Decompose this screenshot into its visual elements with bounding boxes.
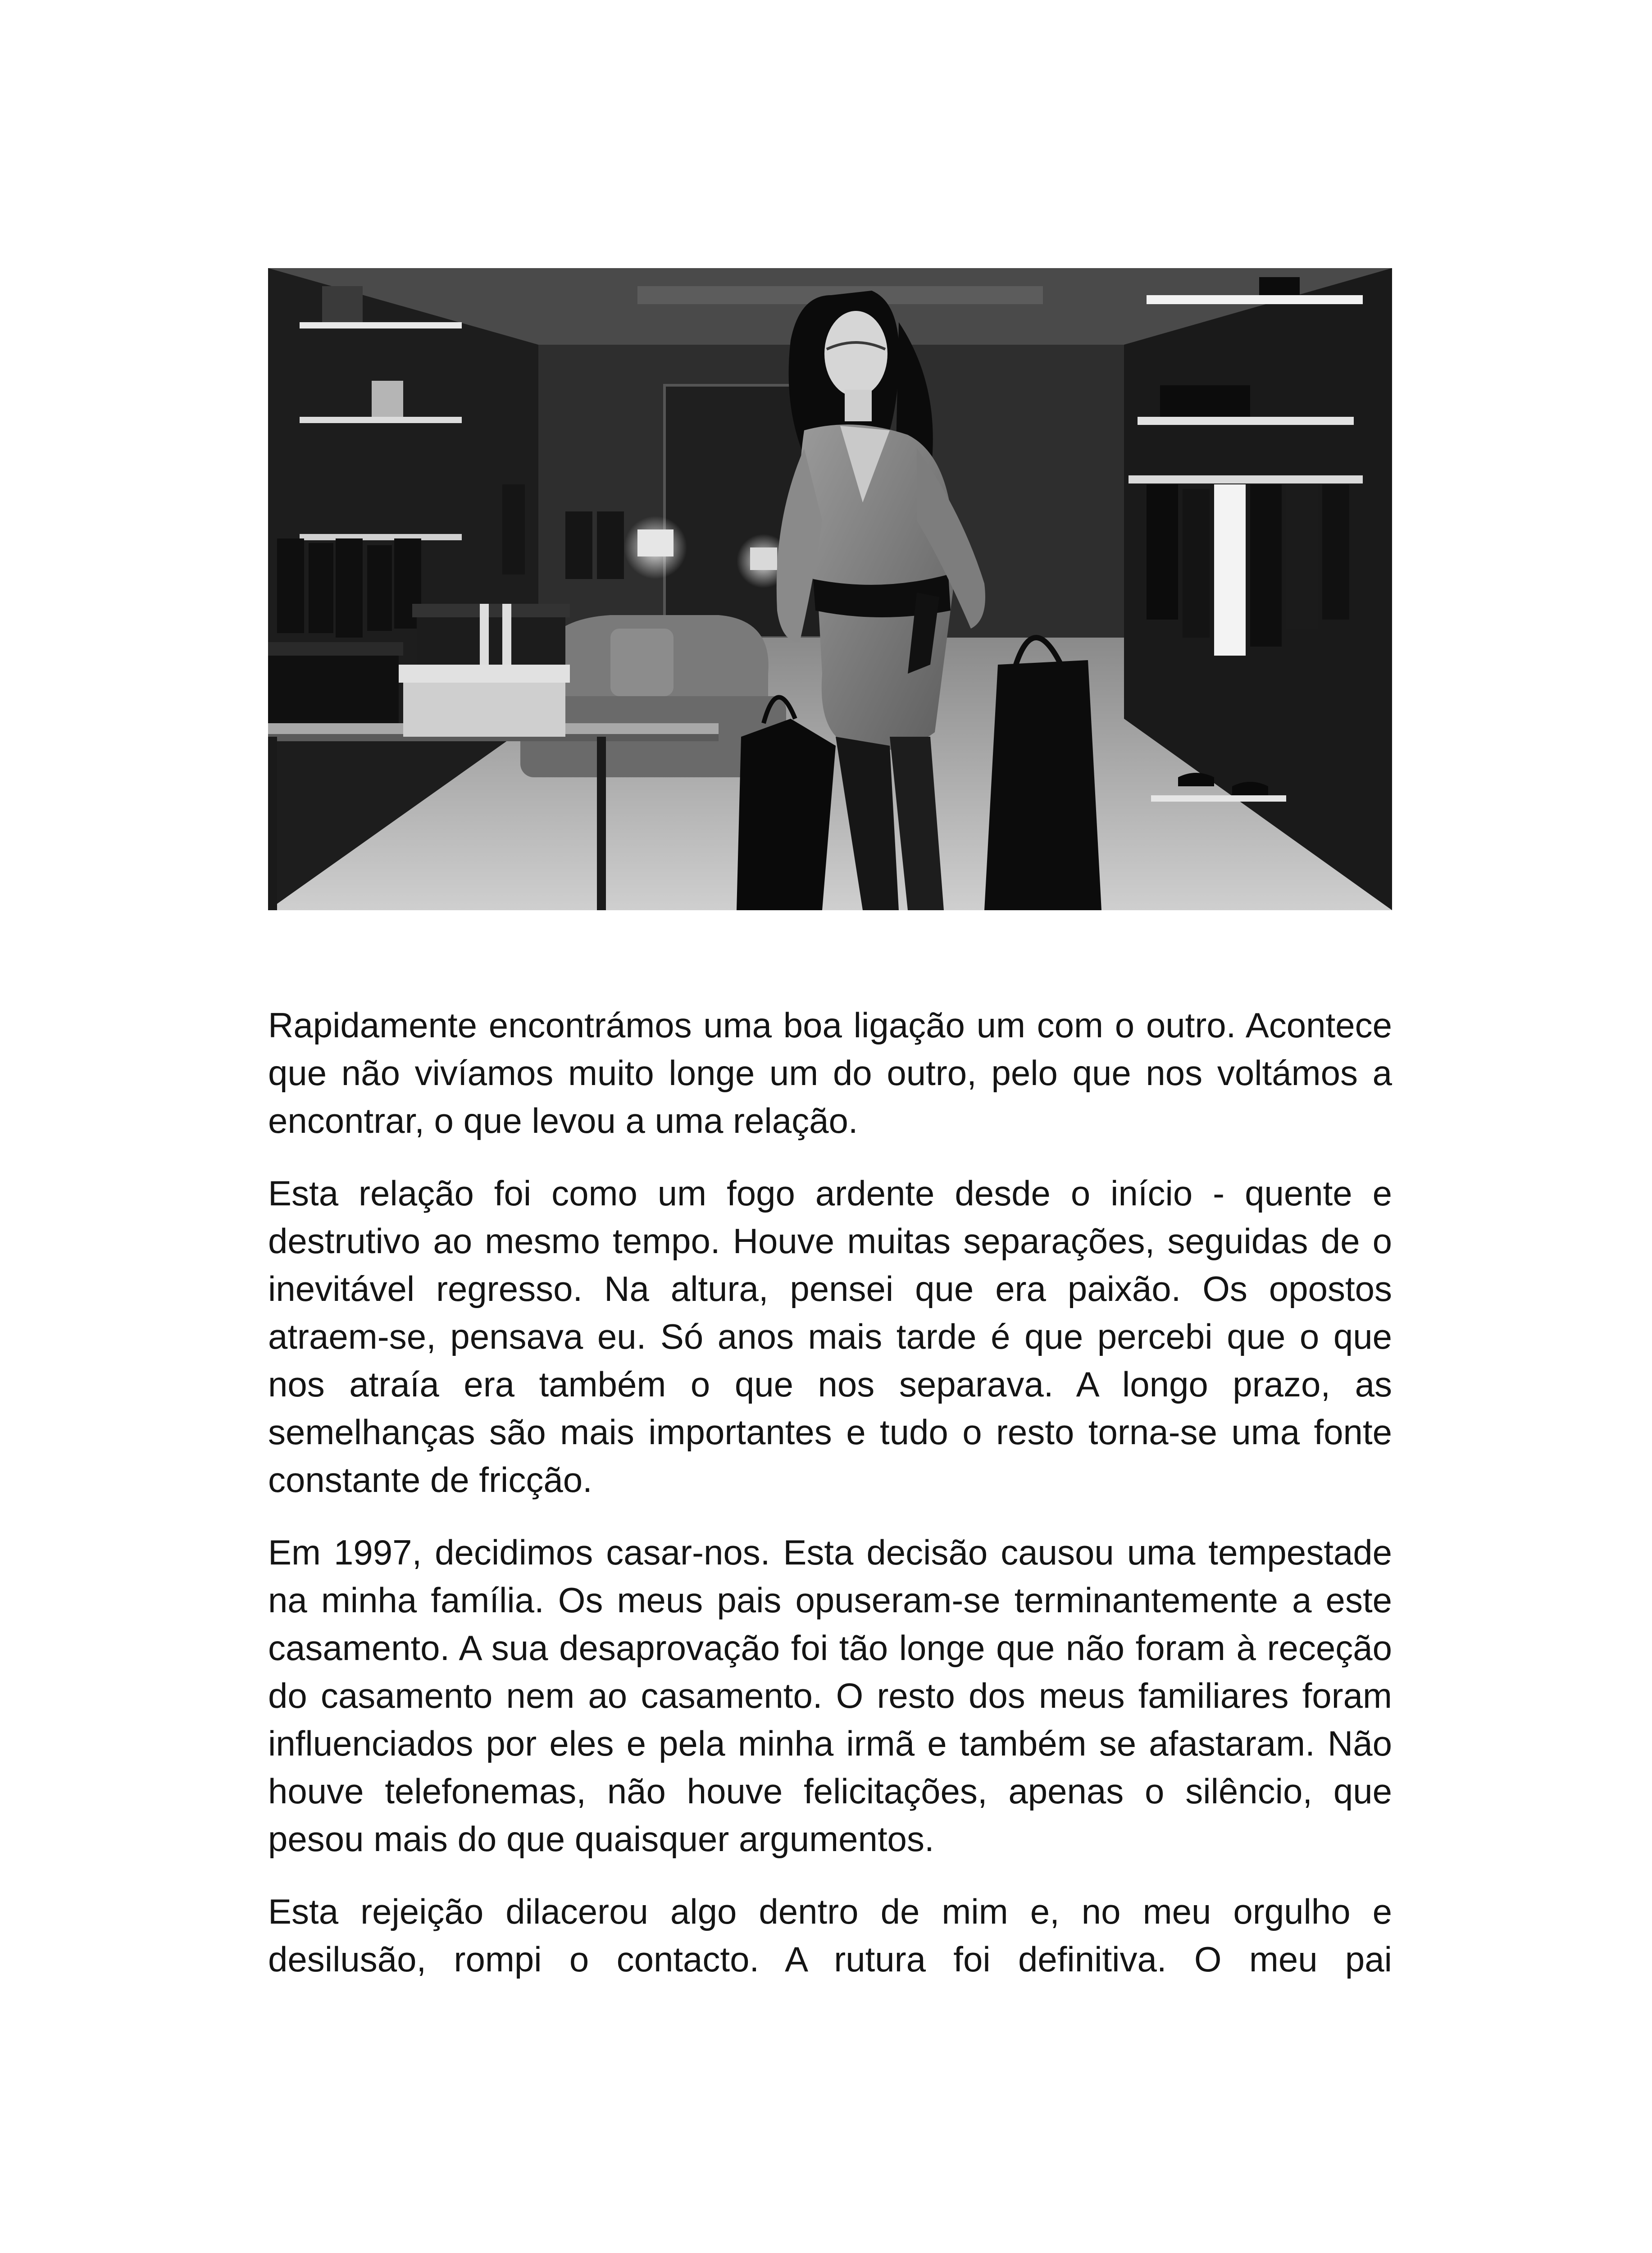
paragraph-3: Em 1997, decidimos casar-nos. Esta decisão causou uma tempestade na minha família. Os meus pais opuseram-se terminantemente a este casamento. A sua desaprovação foi tão longe que não foram à receção do casamento nem ao casamento. O resto dos meus familiares foram influenciados por eles e pela minha irmã e também se afastaram. Não houve telefonemas, não houve felicitações, apenas o silêncio, que pesou mais do que quaisquer argumentos. [268,1532,1392,1859]
boutique-illustration [268,268,1392,910]
paragraph-1: Rapidamente encontrámos uma boa ligação um com o outro. Acontece que não vivíamos muito longe um do outro, pelo que nos voltámos a encontrar, o que levou a uma relação. [268,1005,1392,1140]
paragraph-4: Esta rejeição dilacerou algo dentro de mim e, no meu orgulho e desilusão, rompi o contacto. A rutura foi definitiva. O meu pai [268,1892,1392,1979]
article-text [268,1001,1392,2008]
paragraph-2: Esta relação foi como um fogo ardente desde o início - quente e destrutivo ao mesmo tempo. Houve muitas separações, seguidas de o inevitável regresso. Na altura, pensei que era paixão. Os opostos atraem-se, pensava eu. Só anos mais tarde é que percebi que o que nos atraía era também o que nos separava. A longo prazo, as semelhanças são mais importantes e tudo o resto torna-se uma fonte constante de fricção. [268,1173,1392,1500]
boutique-photo [268,268,1392,910]
